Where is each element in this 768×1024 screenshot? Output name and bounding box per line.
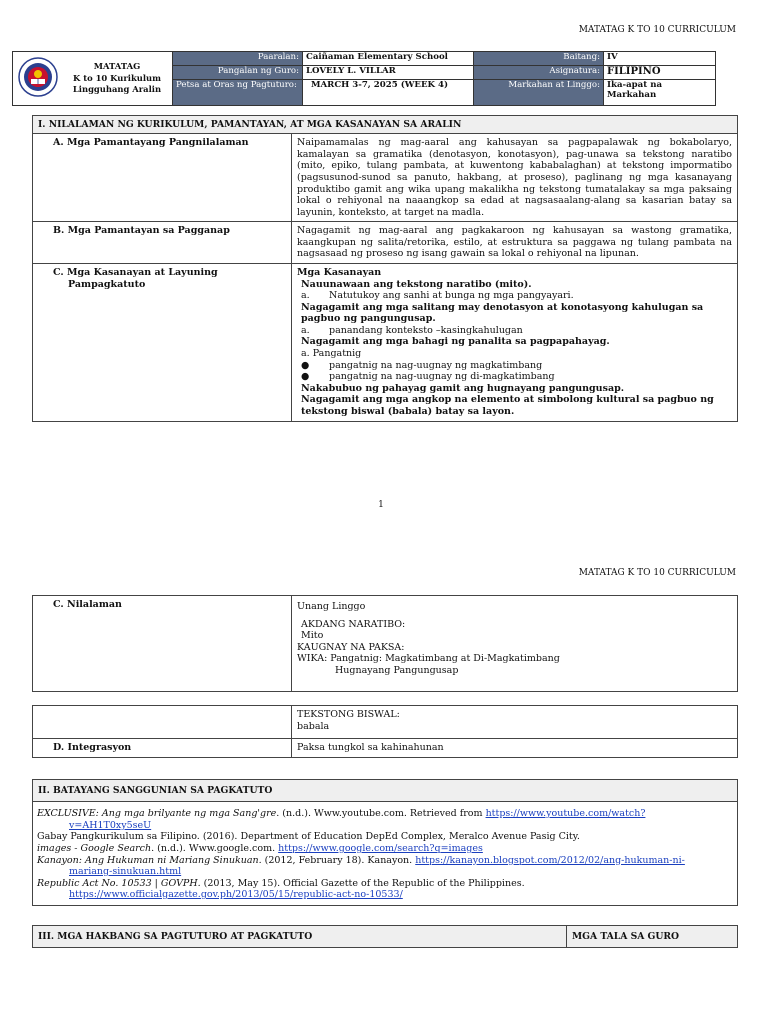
kasanayan-item: Nakabubuo ng pahayag gamit ang hugnayang pangungusap. bbox=[301, 382, 625, 394]
kasanayan-item: Nagagamit ang mga bahagi ng panalita sa pagpapahayag. bbox=[301, 336, 610, 348]
deped-seal-icon bbox=[18, 57, 58, 97]
section-2-heading: II. BATAYANG SANGGUNIAN SA PAGKATUTO bbox=[33, 780, 738, 802]
nilalaman-content bbox=[292, 596, 738, 692]
reference-link[interactable]: https://www.officialgazette.gov.ph/2013/05/15/republic-act-no-10533/ bbox=[69, 889, 403, 901]
nilalaman-label: C. Nilalaman bbox=[33, 596, 292, 692]
kasanayan-item: Nagagamit ang mga angkop na elemento at simbolong kultural sa pagbuo ng tekstong biswal (babala) batay sa layon. bbox=[301, 394, 714, 417]
reference-link[interactable]: v=AH1T0xy5seU bbox=[69, 819, 152, 831]
title-line: K to 10 Kurikulum bbox=[73, 72, 161, 83]
subitem-text: Natutukoy ang sanhi at bunga ng mga pangyayari. bbox=[329, 290, 574, 302]
list-marker: a. bbox=[301, 324, 310, 336]
tekstong-biswal-label-cell bbox=[33, 706, 292, 739]
reference-title: EXCLUSIVE: Ang mga brilyante ng mga Sang'gre bbox=[37, 808, 277, 820]
tekstong-biswal-value: babala bbox=[297, 720, 330, 732]
tekstong-biswal-label: TEKSTONG BISWAL: bbox=[297, 709, 400, 720]
kasanayan-bullet bbox=[297, 360, 732, 372]
kasanayan-label bbox=[33, 264, 292, 422]
kasanayan-item: Nagagamit ang mga salitang may denotasyon at konotasyong kahulugan sa pagbuo ng pangungusap. bbox=[301, 301, 704, 325]
bullet-text: pangatnig na nag-uugnay ng di-magkatimbang bbox=[329, 371, 555, 383]
reference-link-cont bbox=[37, 820, 733, 832]
section-2-table bbox=[32, 779, 738, 906]
kasanayan-item: Nauunawaan ang tekstong naratibo (mito). bbox=[301, 278, 532, 290]
page-number: 1 bbox=[378, 500, 384, 510]
section-3-heading: III. MGA HAKBANG SA PAGTUTURO AT PAGKATUTO bbox=[33, 926, 567, 948]
nilalaman-table bbox=[32, 595, 738, 692]
reference-item: Gabay Pangkurikulum sa Filipino. (2016). Department of Education DepEd Complex, Meralco Avenue Pasig City. bbox=[37, 831, 580, 843]
reference-title: Republic Act No. 10533 | GOVPH bbox=[37, 877, 198, 889]
pamantayang-pangnilalaman-text: Naipamamalas ng mag-aaral ang kahusayan sa pagpapalawak ng bokabolaryo, kamalayan sa gramatika (denotasyon, konotasyon), pag-unawa sa tekstong naratibo (mito, epiko, tulang pambata, at kuwentong kababalaghan) at tekstong impormatibo (pagsusunod-sunod sa panuto, hakbang, at proseso), paglinang ng mga kasanayang produktibo gamit ang wika upang makalikha ng tekstong tumatalakay sa mga paksaing lokal o rehiyonal na naaangkop sa edad at nagsasaalang-alang sa kasarian batay sa layunin, konteksto, at target na madla. bbox=[292, 134, 738, 222]
kasanayan-label-line: C. Mga Kasanayan at Layuning bbox=[53, 267, 218, 278]
bullet-icon: ● bbox=[301, 359, 310, 371]
reference-item bbox=[37, 878, 733, 890]
reference-link[interactable]: https://www.google.com/search?q=images bbox=[278, 842, 483, 854]
reference-text: . (2012, February 18). Kanayon. bbox=[258, 854, 416, 866]
integrasyon-text: Paksa tungkol sa kahinahunan bbox=[292, 739, 738, 758]
integrasyon-table bbox=[32, 705, 738, 758]
reference-item bbox=[37, 808, 733, 820]
petsa-label: Petsa at Oras ng Pagtuturo: bbox=[173, 80, 303, 106]
reference-title: images - Google Search bbox=[37, 842, 152, 854]
tekstong-biswal-content bbox=[292, 706, 738, 739]
akdang-naratibo-value: Mito bbox=[301, 630, 324, 642]
reference-text: . (2013, May 15). Official Gazette of the Republic of the Philippines. bbox=[197, 877, 525, 889]
reference-item bbox=[37, 855, 733, 867]
title-line: Lingguhang Aralin bbox=[72, 84, 162, 95]
kasanayan-label-line: Pampagkatuto bbox=[68, 278, 146, 290]
deped-logo bbox=[13, 52, 63, 106]
references-list bbox=[33, 802, 738, 906]
mga-tala-heading: MGA TALA SA GURO bbox=[567, 926, 738, 948]
reference-link[interactable]: https://www.youtube.com/watch? bbox=[485, 808, 646, 820]
bullet-text: pangatnig na nag-uugnay ng magkatimbang bbox=[329, 359, 543, 371]
lesson-plan-title bbox=[62, 52, 173, 106]
wika-text: WIKA: Pangatnig: Magkatimbang at Di-Magkatimbang bbox=[297, 653, 560, 665]
asignatura-value: FILIPINO bbox=[604, 66, 716, 80]
pamantayang-pangnilalaman-label: A. Mga Pamantayang Pangnilalaman bbox=[33, 134, 292, 222]
reference-text: . (n.d.). Www.google.com. bbox=[151, 842, 279, 854]
guro-label: Pangalan ng Guro: bbox=[173, 66, 303, 80]
reference-item bbox=[37, 843, 733, 855]
kaugnay-paksa-label: KAUGNAY NA PAKSA: bbox=[297, 641, 405, 653]
wika-subtext: Hugnayang Pangungusap bbox=[335, 664, 459, 676]
section-3-table bbox=[32, 925, 738, 948]
kasanayan-subitem bbox=[297, 325, 732, 337]
pamantayan-sa-pagganap-label: B. Mga Pamantayan sa Pagganap bbox=[33, 222, 292, 264]
reference-link-cont bbox=[37, 866, 733, 878]
running-header: MATATAG K TO 10 CURRICULUM bbox=[578, 25, 736, 35]
bullet-icon: ● bbox=[301, 371, 310, 383]
kasanayan-bullet bbox=[297, 371, 732, 383]
title-line: MATATAG bbox=[93, 61, 141, 72]
kasanayan-content bbox=[292, 264, 738, 422]
reference-title: Kanayon: Ang Hukuman ni Mariang Sinukuan bbox=[37, 854, 259, 866]
nilalaman-week: Unang Linggo bbox=[297, 601, 366, 612]
markahan-label: Markahan at Linggo: bbox=[474, 80, 604, 106]
integrasyon-label: D. Integrasyon bbox=[33, 739, 292, 758]
kasanayan-title: Mga Kasanayan bbox=[297, 267, 382, 278]
asignatura-label: Asignatura: bbox=[474, 66, 604, 80]
reference-text: . (n.d.). Www.youtube.com. Retrieved from bbox=[276, 808, 486, 820]
paaralan-label: Paaralan: bbox=[173, 52, 303, 66]
baitang-value: IV bbox=[604, 52, 716, 66]
petsa-value: MARCH 3-7, 2025 (WEEK 4) bbox=[303, 80, 474, 106]
lesson-header-table bbox=[12, 51, 716, 106]
markahan-value: Ika-apat na Markahan bbox=[604, 80, 716, 106]
reference-link[interactable]: https://kanayon.blogspot.com/2012/02/ang-hukuman-ni- bbox=[415, 854, 685, 866]
akdang-naratibo-label: AKDANG NARATIBO: bbox=[301, 618, 406, 630]
section-1-table bbox=[32, 115, 738, 422]
reference-link[interactable]: mariang-sinukuan.html bbox=[69, 866, 182, 878]
pamantayan-sa-pagganap-text: Nagagamit ng mag-aaral ang pagkakaroon ng kahusayan sa wastong gramatika, kaangkupan ng salita/retorika, estilo, at estruktura sa paggawa ng tulang pambata na nagsasaad ng proseso ng isang gawain sa lokal o rehiyonal na lipunan. bbox=[292, 222, 738, 264]
list-marker: a. bbox=[301, 290, 310, 302]
guro-value: LOVELY L. VILLAR bbox=[303, 66, 474, 80]
kasanayan-subitem: a. Pangatnig bbox=[301, 348, 362, 360]
section-1-heading: I. NILALAMAN NG KURIKULUM, PAMANTAYAN, AT MGA KASANAYAN SA ARALIN bbox=[33, 116, 738, 134]
subitem-text: panandang konteksto –kasingkahulugan bbox=[329, 324, 523, 336]
kasanayan-subitem bbox=[297, 290, 732, 302]
running-header: MATATAG K TO 10 CURRICULUM bbox=[578, 568, 736, 578]
baitang-label: Baitang: bbox=[474, 52, 604, 66]
reference-link-cont bbox=[37, 889, 733, 901]
paaralan-value: Caiñaman Elementary School bbox=[303, 52, 474, 66]
